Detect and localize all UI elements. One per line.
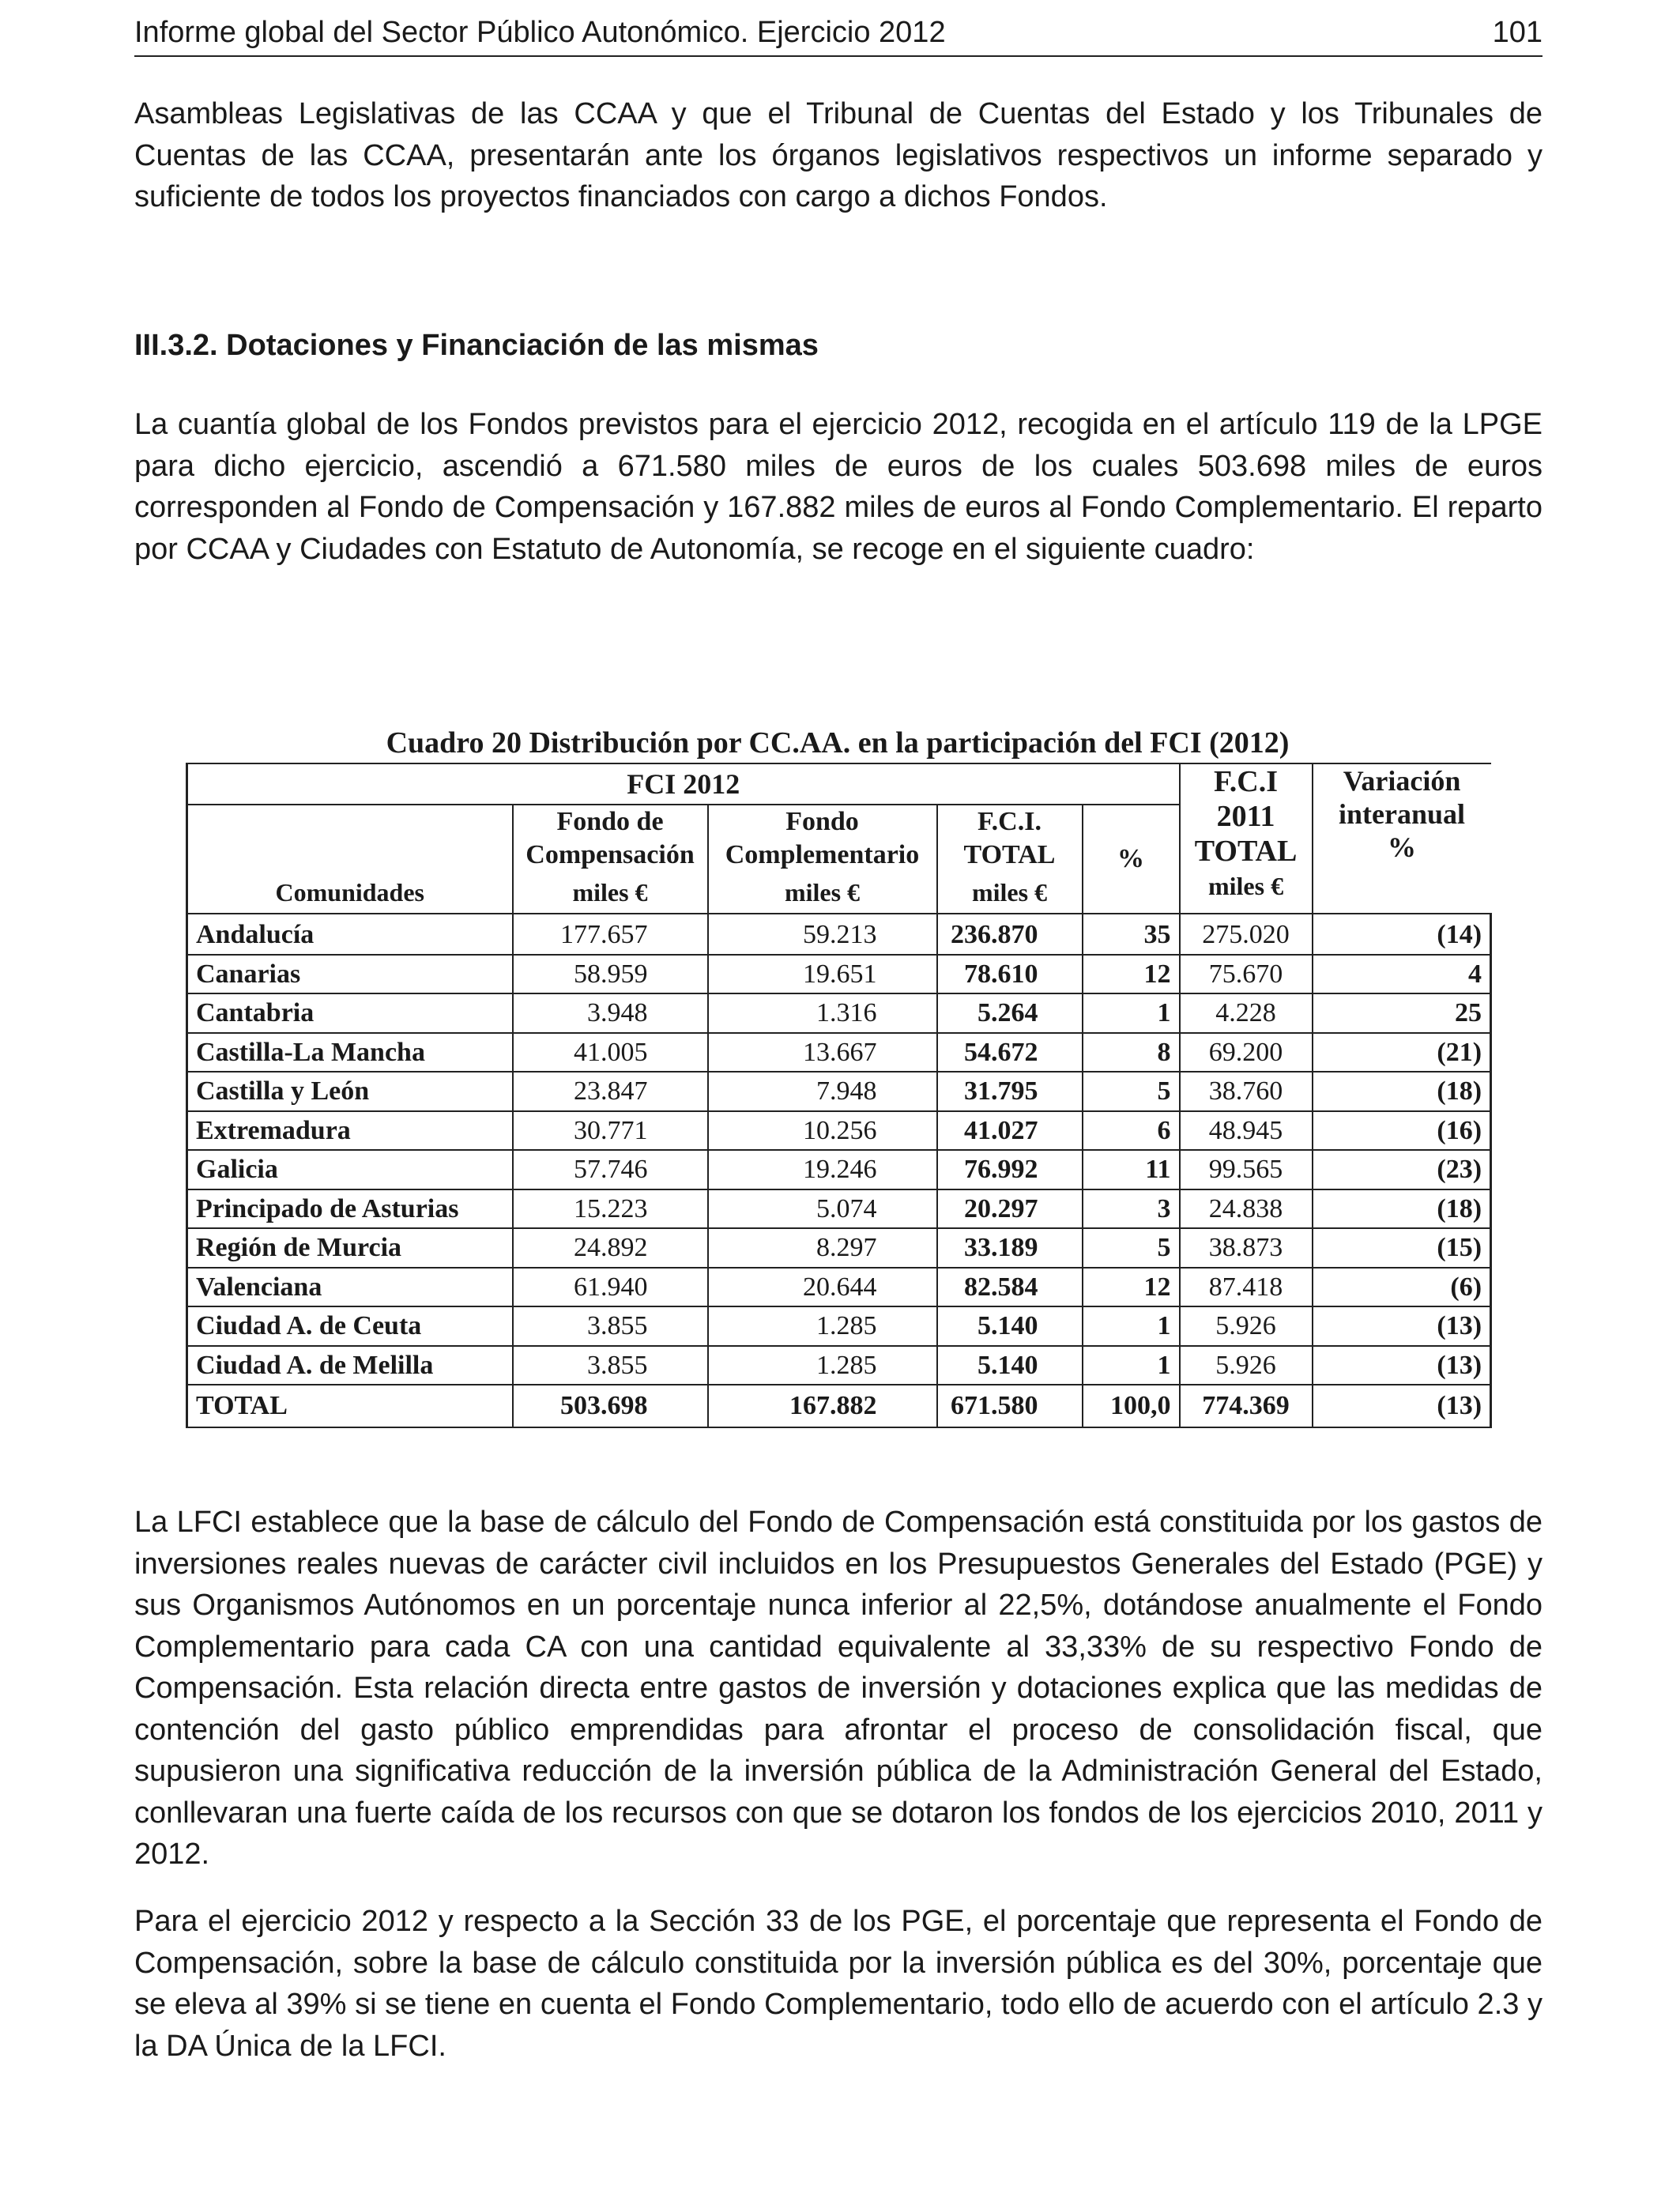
cell-total-2011: 75.670 (1180, 955, 1313, 994)
col-2011-line2: 2011 (1216, 800, 1275, 833)
cell-fc: 58.959 (513, 955, 708, 994)
cell-fc: 30.771 (513, 1111, 708, 1151)
paragraph-intro: Asambleas Legislativas de las CCAA y que el Tribunal de Cuentas del Estado y los Tribunales de Cuentas de las CCAA, presentarán ante los órganos legislativos respectivos un informe separado y suficiente de todos los proyectos financiados con cargo a dichos Fondos. (134, 97, 1543, 213)
paragraph-dotaciones: La cuantía global de los Fondos previstos para el ejercicio 2012, recogida en el artículo 119 de la LPGE para dicho ejercicio, ascendió a 671.580 miles de euros de los cuales 503.698 miles de euros corresponden al Fondo de Compensación y 167.882 miles de euros al Fondo Complementario. El reparto por CCAA y Ciudades con Estatuto de Autonomía, se recoge en el siguiente cuadro: (134, 408, 1543, 566)
cell-fc: 23.847 (513, 1072, 708, 1111)
cell-total-2011: 275.020 (1180, 914, 1313, 955)
paragraph-seccion-33: Para el ejercicio 2012 y respecto a la Sección 33 de los PGE, el porcentaje que representa el Fondo de Compensación, sobre la base de cálculo constituida por la inversión pública es del 30%, porcentaje que se eleva al 39% si se tiene en cuenta el Fondo Complementario, todo ello de acuerdo con el artículo 2.3 y la DA Única de la LFCI. (134, 1905, 1543, 2063)
cell-total: 82.584 (937, 1268, 1083, 1307)
units-fcomp: miles € (708, 872, 937, 914)
col-var-line1: Variación (1343, 765, 1461, 797)
cell-name: Galicia (187, 1150, 513, 1189)
cell-fc: 3.948 (513, 993, 708, 1033)
cell-pct: 1 (1083, 1306, 1180, 1346)
cell-pct: 3 (1083, 1189, 1180, 1229)
paragraph-lfci: La LFCI establece que la base de cálculo del Fondo de Compensación está constituida por los gastos de inversiones reales nuevas de carácter civil incluidos en los Presupuestos Generales del Estado (PGE) y sus Organismos Autónomos en un porcentaje nunca inferior al 22,5%, dotándose anualmente el Fondo Complementario para cada CA con una cantidad equivalente al 33,33% de su respectivo Fondo de Compensación. Esta relación directa entre gastos de inversión y dotaciones explica que las medidas de contención del gasto público emprendidas para afrontar el proceso de consolidación fiscal, que supusieron una significativa reducción de la inversión pública de la Administración General del Estado, conllevaran una fuerte caída de los recursos con que se dotaron los fondos de los ejercicios 2010, 2011 y 2012. (134, 1506, 1543, 1871)
cell-fcomp: 19.246 (708, 1150, 937, 1189)
cell-pct: 11 (1083, 1150, 1180, 1189)
table-row (187, 1268, 1491, 1307)
cell-variacion: 4 (1313, 955, 1491, 994)
cell-pct: 8 (1083, 1033, 1180, 1072)
cell-total-2011: 38.760 (1180, 1072, 1313, 1111)
cell-fc: 3.855 (513, 1346, 708, 1385)
cell-fc: 57.746 (513, 1150, 708, 1189)
cell-variacion: (21) (1313, 1033, 1491, 1072)
cell-fcomp: 13.667 (708, 1033, 937, 1072)
table-row (187, 1189, 1491, 1229)
cell-variacion: (13) (1313, 1306, 1491, 1346)
cell-pct: 100,0 (1083, 1385, 1180, 1427)
col-header-pct (1083, 805, 1180, 914)
cell-name: Andalucía (187, 914, 513, 955)
table-row (187, 993, 1491, 1033)
cell-total: 236.870 (937, 914, 1083, 955)
table-row (187, 955, 1491, 994)
cell-total-2011: 5.926 (1180, 1306, 1313, 1346)
cell-fcomp: 5.074 (708, 1189, 937, 1229)
cell-fc: 61.940 (513, 1268, 708, 1307)
table-row (187, 1306, 1491, 1346)
cell-fcomp: 7.948 (708, 1072, 937, 1111)
col-var-line2: interanual (1339, 798, 1466, 830)
col-header-fci-2011 (1180, 763, 1313, 914)
cell-name: Principado de Asturias (187, 1189, 513, 1229)
cell-pct: 12 (1083, 1268, 1180, 1307)
cell-fcomp: 1.316 (708, 993, 937, 1033)
cell-total: 20.297 (937, 1189, 1083, 1229)
table-row (187, 1072, 1491, 1111)
cell-name: Cantabria (187, 993, 513, 1033)
cell-total-2011: 99.565 (1180, 1150, 1313, 1189)
cell-variacion: (13) (1313, 1346, 1491, 1385)
cell-variacion: (6) (1313, 1268, 1491, 1307)
cell-fcomp: 20.644 (708, 1268, 937, 1307)
cell-pct: 6 (1083, 1111, 1180, 1151)
col-fc-line2: Compensación (525, 840, 695, 869)
col-total-line1: F.C.I. (977, 807, 1042, 836)
cell-fc: 24.892 (513, 1228, 708, 1268)
cell-fcomp: 1.285 (708, 1346, 937, 1385)
table-row-total (187, 1385, 1491, 1427)
cell-pct: 1 (1083, 1346, 1180, 1385)
col-header-variacion (1313, 763, 1491, 914)
group-header-fci-2012: FCI 2012 (187, 763, 1180, 805)
cell-variacion: (16) (1313, 1111, 1491, 1151)
cell-pct: 5 (1083, 1072, 1180, 1111)
col-header-blank (187, 805, 513, 872)
cell-variacion: (14) (1313, 914, 1491, 955)
cell-name: Castilla y León (187, 1072, 513, 1111)
page-header (134, 14, 1543, 57)
fci-distribution-table (186, 763, 1492, 1428)
table-caption: Cuadro 20 Distribución por CC.AA. en la participación del FCI (2012) (386, 726, 1290, 760)
cell-total: 76.992 (937, 1150, 1083, 1189)
cell-total: 78.610 (937, 955, 1083, 994)
units-fc: miles € (513, 872, 708, 914)
cell-total: 5.140 (937, 1306, 1083, 1346)
cell-total: 54.672 (937, 1033, 1083, 1072)
cell-total-2011: 24.838 (1180, 1189, 1313, 1229)
cell-total: 5.264 (937, 993, 1083, 1033)
cell-total: 5.140 (937, 1346, 1083, 1385)
cell-fc: 41.005 (513, 1033, 708, 1072)
cell-name: Ciudad A. de Melilla (187, 1346, 513, 1385)
cell-fc: 503.698 (513, 1385, 708, 1427)
cell-fc: 3.855 (513, 1306, 708, 1346)
table-row (187, 1346, 1491, 1385)
table-row (187, 914, 1491, 955)
header-title: Informe global del Sector Público Autonómico. Ejercicio 2012 (134, 16, 946, 49)
cell-total: 41.027 (937, 1111, 1083, 1151)
cell-total-2011: 5.926 (1180, 1346, 1313, 1385)
cell-variacion: (15) (1313, 1228, 1491, 1268)
cell-total: 31.795 (937, 1072, 1083, 1111)
cell-fcomp: 1.285 (708, 1306, 937, 1346)
col-2011-line1: F.C.I (1214, 765, 1279, 798)
col-header-fondo-complementario (708, 805, 937, 872)
col-fcomp-line2: Complementario (725, 840, 920, 869)
cell-pct: 5 (1083, 1228, 1180, 1268)
cell-name: Castilla-La Mancha (187, 1033, 513, 1072)
cell-total-2011: 69.200 (1180, 1033, 1313, 1072)
cell-variacion: (23) (1313, 1150, 1491, 1189)
cell-total-2011: 87.418 (1180, 1268, 1313, 1307)
col-var-line3: % (1388, 831, 1417, 863)
col-fc-line1: Fondo de (556, 807, 664, 836)
cell-pct: 12 (1083, 955, 1180, 994)
cell-variacion: (13) (1313, 1385, 1491, 1427)
col-2011-units: miles € (1207, 872, 1284, 900)
cell-name: Ciudad A. de Ceuta (187, 1306, 513, 1346)
cell-pct: 35 (1083, 914, 1180, 955)
cell-total-2011: 48.945 (1180, 1111, 1313, 1151)
table-row (187, 1111, 1491, 1151)
cell-variacion: (18) (1313, 1072, 1491, 1111)
cell-total: 671.580 (937, 1385, 1083, 1427)
table-body (187, 914, 1491, 1385)
cell-total-2011: 4.228 (1180, 993, 1313, 1033)
cell-total: 33.189 (937, 1228, 1083, 1268)
cell-pct: 1 (1083, 993, 1180, 1033)
col-total-line2: TOTAL (963, 840, 1056, 869)
table-row (187, 1033, 1491, 1072)
cell-fcomp: 59.213 (708, 914, 937, 955)
page-number: 101 (1492, 16, 1543, 49)
table-row (187, 1228, 1491, 1268)
cell-total-2011: 774.369 (1180, 1385, 1313, 1427)
cell-fc: 177.657 (513, 914, 708, 955)
cell-name: Región de Murcia (187, 1228, 513, 1268)
cell-fcomp: 167.882 (708, 1385, 937, 1427)
cell-name: Extremadura (187, 1111, 513, 1151)
section-title: III.3.2. Dotaciones y Financiación de las mismas (134, 329, 819, 362)
col-header-fondo-compensacion (513, 805, 708, 872)
table-row (187, 1150, 1491, 1189)
cell-variacion: (18) (1313, 1189, 1491, 1229)
col-2011-line3: TOTAL (1194, 835, 1298, 868)
cell-fcomp: 19.651 (708, 955, 937, 994)
cell-name: TOTAL (187, 1385, 513, 1427)
cell-fcomp: 8.297 (708, 1228, 937, 1268)
cell-fc: 15.223 (513, 1189, 708, 1229)
col-header-fci-total (937, 805, 1083, 872)
cell-name: Canarias (187, 955, 513, 994)
cell-total-2011: 38.873 (1180, 1228, 1313, 1268)
units-total: miles € (937, 872, 1083, 914)
cell-fcomp: 10.256 (708, 1111, 937, 1151)
col-header-comunidades: Comunidades (187, 872, 513, 914)
col-pct-label: % (1117, 844, 1145, 873)
cell-name: Valenciana (187, 1268, 513, 1307)
cell-variacion: 25 (1313, 993, 1491, 1033)
col-fcomp-line1: Fondo (785, 807, 859, 836)
